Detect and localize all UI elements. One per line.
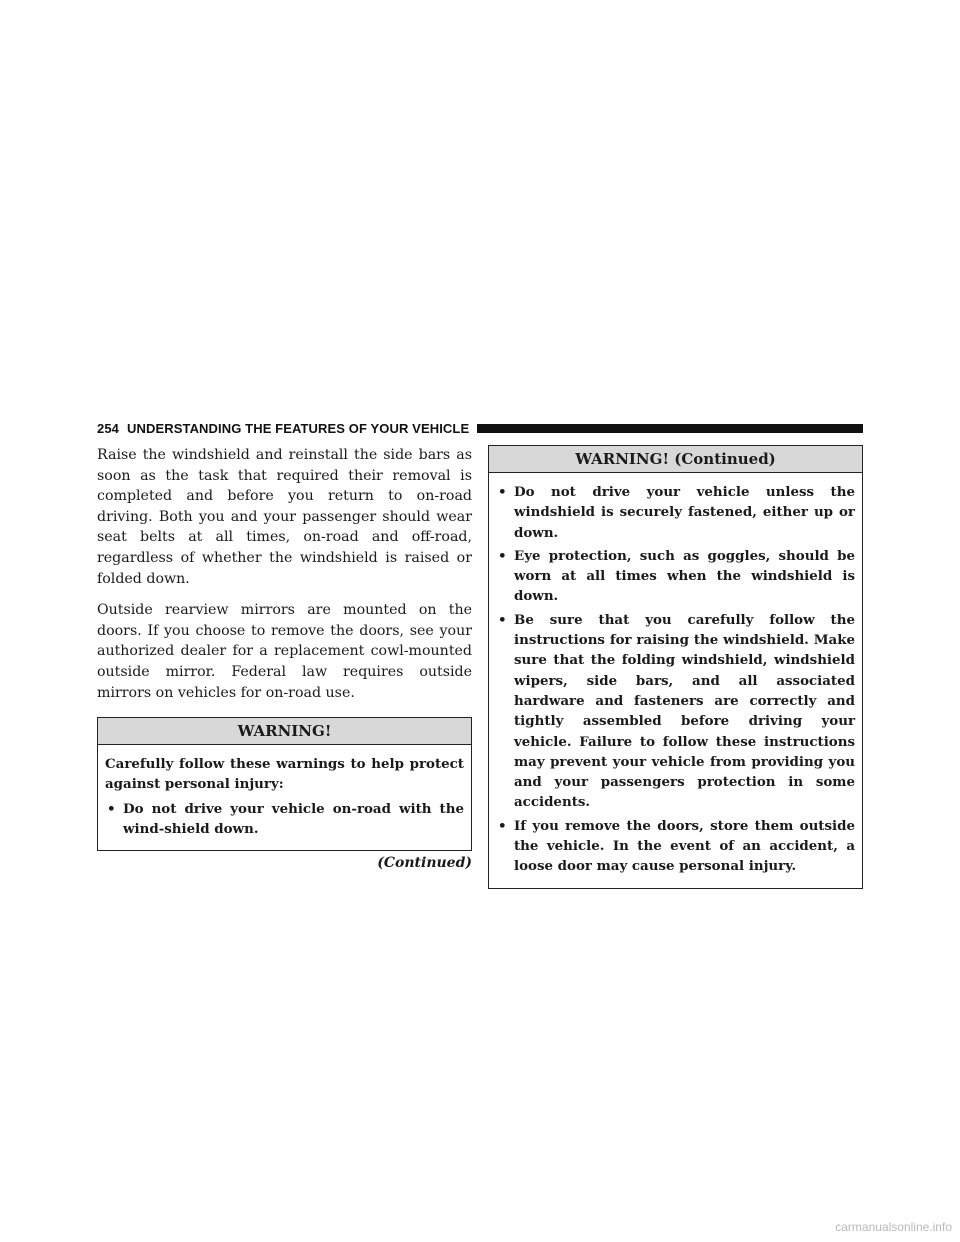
warning-continued-title: WARNING! (Continued) (489, 446, 862, 473)
continued-label: (Continued) (377, 855, 472, 872)
warning-bullet-text: Do not drive your vehicle on-road with the wind-shield down. (123, 800, 464, 838)
page-number: 254 (97, 420, 119, 436)
warning-title: WARNING! (98, 718, 471, 745)
warning-bullet (105, 799, 464, 840)
page-header (97, 418, 863, 438)
header-rule (477, 424, 863, 433)
warning-bullet-text: Eye protection, such as goggles, should be worn at all times when the windshield is down. (514, 547, 855, 605)
bullet-icon: • (498, 484, 507, 500)
warning-intro: Carefully follow these warnings to help protect against personal injury: (105, 756, 464, 793)
warning-continued-box (488, 445, 863, 889)
warning-bullet-text: Do not drive your vehicle unless the windshield is securely fastened, either up or down. (514, 484, 855, 541)
warning-bullet (496, 482, 855, 543)
body-paragraph-windshield: Raise the windshield and reinstall the side bars as soon as the task that required their removal is completed and before you return to on-road driving. Both you and your passenger should wear seat belts at all times, on-road and off-road, regardless of whether the windshield is raised or folded down. (97, 447, 472, 587)
bullet-icon: • (498, 547, 507, 564)
bullet-icon: • (498, 817, 507, 834)
left-column (97, 445, 472, 871)
watermark-link[interactable]: carmanualsonline.info (835, 1220, 952, 1234)
warning-continued-body (489, 473, 862, 888)
warning-bullet (496, 816, 855, 877)
bullet-icon: • (498, 611, 507, 628)
warning-bullet (496, 546, 855, 607)
warning-bullet-text: If you remove the doors, store them outside the vehicle. In the event of an accident, a loose door may cause personal injury. (514, 817, 855, 875)
section-title: UNDERSTANDING THE FEATURES OF YOUR VEHICLE (127, 420, 470, 436)
warning-bullet (496, 610, 855, 813)
warning-box (97, 717, 472, 851)
bullet-icon: • (107, 800, 116, 817)
right-column (488, 445, 863, 889)
warning-body (98, 745, 471, 850)
body-paragraph-mirrors: Outside rearview mirrors are mounted on the doors. If you choose to remove the doors, see your authorized dealer for a replacement cowl-mounted outside mirror. Federal law requires outside mirrors on vehicles for on-road use. (97, 602, 472, 701)
warning-bullet-text: Be sure that you carefully follow the instructions for raising the windshield. Make sure that the folding windshield, windshield wipers, side bars, and all associated hardware and fasteners are correctly and tightly assembled before driving your vehicle. Failure to follow these instructions may prevent your vehicle from providing you and your passengers protection in some accidents. (514, 611, 855, 811)
